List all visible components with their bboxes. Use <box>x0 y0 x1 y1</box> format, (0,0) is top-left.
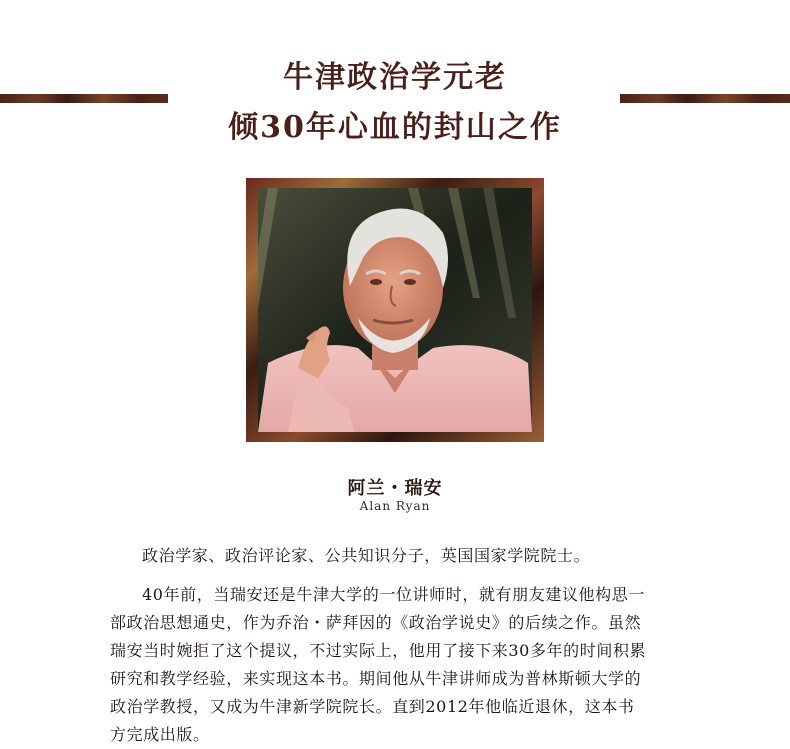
bio-paragraph <box>110 581 690 749</box>
header-section <box>0 0 790 160</box>
intro-text: 政治学家、政治评论家、公共知识分子，英国国家学院院士。 <box>142 546 591 565</box>
portrait-photo <box>258 188 532 432</box>
page-title-line-2: 倾30年心血的封山之作 <box>228 110 562 145</box>
person-name-english: Alan Ryan <box>359 499 431 513</box>
person-name-chinese: 阿兰・瑞安 <box>347 478 443 499</box>
intro-paragraph <box>110 542 690 570</box>
bio-line: 40年前，当瑞安还是牛津大学的一位讲师时，就有朋友建议他构思一 <box>142 585 645 604</box>
bio-line: 部政治思想通史，作为乔治・萨拜因的《政治学说史》的后续之作。虽然 <box>110 613 642 632</box>
portrait-illustration <box>258 188 532 432</box>
bio-line: 研究和教学经验，来实现这本书。期间他从牛津讲师成为普林斯顿大学的 <box>110 669 642 688</box>
bio-line: 瑞安当时婉拒了这个提议，不过实际上，他用了接下来30多年的时间积累 <box>110 641 647 660</box>
bio-line: 政治学教授，又成为牛津新学院院长。直到2012年他临近退休，这本书 <box>110 697 635 716</box>
bio-line: 方完成出版。 <box>110 725 210 744</box>
page-title-line-1: 牛津政治学元老 <box>283 60 507 95</box>
portrait-frame <box>246 178 544 442</box>
